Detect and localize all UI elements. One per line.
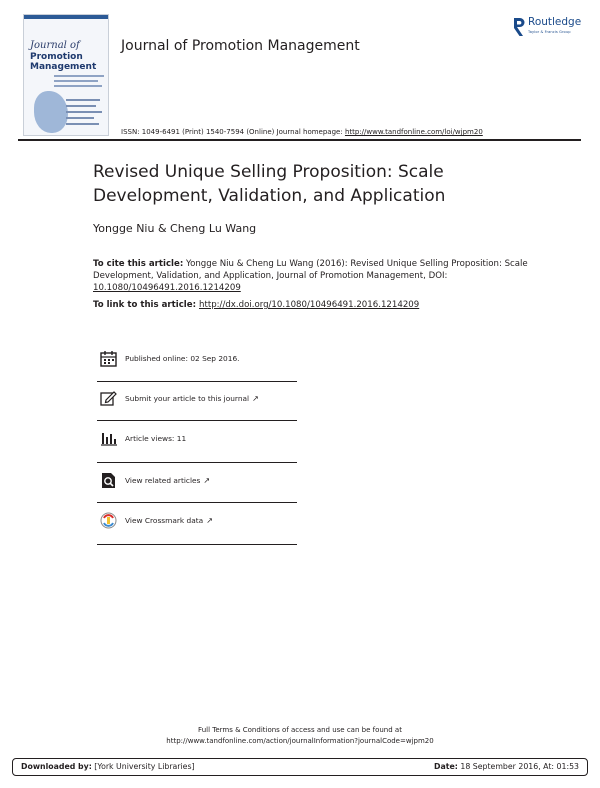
bar-chart-icon xyxy=(100,430,117,447)
cover-toc-line xyxy=(66,99,100,101)
download-date xyxy=(434,762,579,771)
publisher-name: Routledge xyxy=(528,16,582,28)
terms-text: Full Terms & Conditions of access and use can be found at xyxy=(198,726,402,734)
publisher-tagline: Taylor & Francis Group xyxy=(528,30,571,34)
published-online-row xyxy=(97,346,297,376)
related-articles-text: View related articles xyxy=(125,476,201,485)
cover-toc-line xyxy=(66,123,99,125)
info-divider xyxy=(97,381,297,382)
submit-article-link[interactable] xyxy=(125,394,259,403)
info-divider xyxy=(97,420,297,421)
edit-pencil-icon xyxy=(100,390,117,407)
crossmark-text: View Crossmark data xyxy=(125,516,204,525)
article-title: Revised Unique Selling Proposition: Scale Development, Validation, and Application xyxy=(93,162,446,206)
crossmark-icon xyxy=(100,512,117,529)
cite-text: Yongge Niu & Cheng Lu Wang (2016): Revised Unique Selling Proposition: Scale Development, Validation, and Application, Journal of Promotion Management, DOI: xyxy=(93,259,528,281)
info-divider xyxy=(97,544,297,545)
cover-title-line2: Promotion xyxy=(30,52,83,62)
related-articles-row[interactable] xyxy=(97,468,297,498)
cover-toc-line xyxy=(66,105,96,107)
related-articles-link[interactable] xyxy=(125,476,210,485)
cover-subtitle-line xyxy=(54,75,104,77)
article-link-line xyxy=(93,300,419,310)
related-search-icon xyxy=(100,472,117,489)
issn-line xyxy=(121,128,483,136)
link-label: To link to this article: xyxy=(93,300,200,310)
issn-text: ISSN: 1049-6491 (Print) 1540-7594 (Online) Journal homepage: xyxy=(121,128,345,136)
article-views-text: Article views: 11 xyxy=(125,434,187,443)
downloaded-by xyxy=(21,762,195,771)
downloaded-value: [York University Libraries] xyxy=(91,762,195,771)
cover-title-line3: Management xyxy=(30,62,97,72)
journal-cover-image xyxy=(23,14,109,136)
journal-title: Journal of Promotion Management xyxy=(121,38,360,54)
article-authors[interactable]: Yongge Niu & Cheng Lu Wang xyxy=(93,222,257,235)
routledge-logo-icon xyxy=(512,17,526,37)
published-online-text: Published online: 02 Sep 2016. xyxy=(125,354,240,363)
cover-subtitle-line xyxy=(54,80,98,82)
date-label: Date: xyxy=(434,762,458,771)
citation-block xyxy=(93,258,533,294)
submit-article-row[interactable] xyxy=(97,386,297,416)
download-info-bar xyxy=(12,758,588,776)
external-link-icon: ↗ xyxy=(206,516,213,525)
article-views-row xyxy=(97,426,297,456)
submit-article-text: Submit your article to this journal xyxy=(125,394,250,403)
cite-label: To cite this article: xyxy=(93,259,184,269)
date-value: 18 September 2016, At: 01:53 xyxy=(457,762,579,771)
cover-title-line1: Journal of xyxy=(30,40,80,51)
crossmark-link[interactable] xyxy=(125,516,213,525)
header-divider xyxy=(18,139,581,141)
article-doi-link[interactable]: http://dx.doi.org/10.1080/10496491.2016.1214209 xyxy=(199,300,420,310)
cover-artwork xyxy=(34,91,68,133)
cover-toc-line xyxy=(66,117,94,119)
cover-subtitle-line xyxy=(54,85,102,87)
publisher-logo xyxy=(512,16,592,42)
cover-toc-line xyxy=(66,111,102,113)
cite-doi-link[interactable]: 10.1080/10496491.2016.1214209 xyxy=(93,283,241,293)
downloaded-label: Downloaded by: xyxy=(21,762,92,771)
crossmark-row[interactable] xyxy=(97,508,297,538)
external-link-icon: ↗ xyxy=(252,394,259,403)
cover-band xyxy=(24,15,108,19)
journal-homepage-link[interactable]: http://www.tandfonline.com/loi/wjpm20 xyxy=(344,128,483,136)
calendar-icon xyxy=(100,350,117,367)
external-link-icon: ↗ xyxy=(203,476,211,485)
terms-url-link[interactable]: http://www.tandfonline.com/action/journalInformation?journalCode=wjpm20 xyxy=(166,737,434,745)
info-divider xyxy=(97,462,297,463)
info-divider xyxy=(97,502,297,503)
